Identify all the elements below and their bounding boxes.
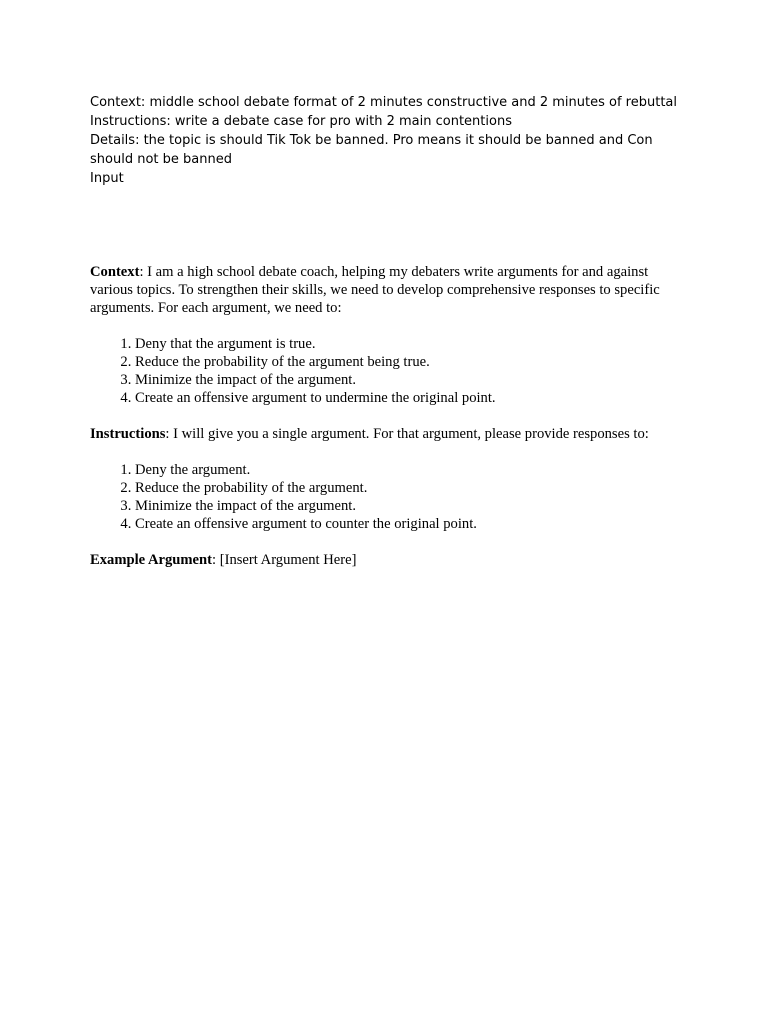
example-paragraph <box>90 551 680 569</box>
input-line: Input <box>90 171 124 186</box>
prompt-body-block <box>90 263 680 569</box>
list-item: 1. Deny that the argument is true. <box>135 335 680 353</box>
instructions-paragraph <box>90 425 680 443</box>
context-paragraph <box>90 263 680 317</box>
response-list-1 <box>90 335 680 407</box>
list-item: 3. Minimize the impact of the argument. <box>135 371 680 389</box>
context-text: : I am a high school debate coach, helping my debaters write arguments for and against various topics. To strengthen their skills, we need to develop comprehensive responses to specific arguments. For each argument, we need to: <box>90 264 660 316</box>
response-list-2 <box>90 461 680 533</box>
context-label: Context <box>90 264 140 280</box>
list-item: 3. Minimize the impact of the argument. <box>135 497 680 515</box>
example-label: Example Argument <box>90 552 213 568</box>
list-item: 1. Deny the argument. <box>135 461 680 479</box>
instructions-label: Instructions <box>90 426 166 442</box>
list-item: 2. Reduce the probability of the argument being true. <box>135 353 680 371</box>
prompt-header-block <box>90 93 680 188</box>
instructions-text: : I will give you a single argument. For that argument, please provide responses to: <box>165 426 649 442</box>
details-line: Details: the topic is should Tik Tok be banned. Pro means it should be banned and Con should not be banned <box>90 133 653 167</box>
list-item: 2. Reduce the probability of the argument. <box>135 479 680 497</box>
instructions-line: Instructions: write a debate case for pro with 2 main contentions <box>90 114 512 129</box>
list-item: 4. Create an offensive argument to counter the original point. <box>135 515 680 533</box>
context-line: Context: middle school debate format of 2 minutes constructive and 2 minutes of rebuttal <box>90 95 677 110</box>
document-page <box>90 93 680 569</box>
list-item: 4. Create an offensive argument to undermine the original point. <box>135 389 680 407</box>
example-text: : [Insert Argument Here] <box>212 552 357 568</box>
